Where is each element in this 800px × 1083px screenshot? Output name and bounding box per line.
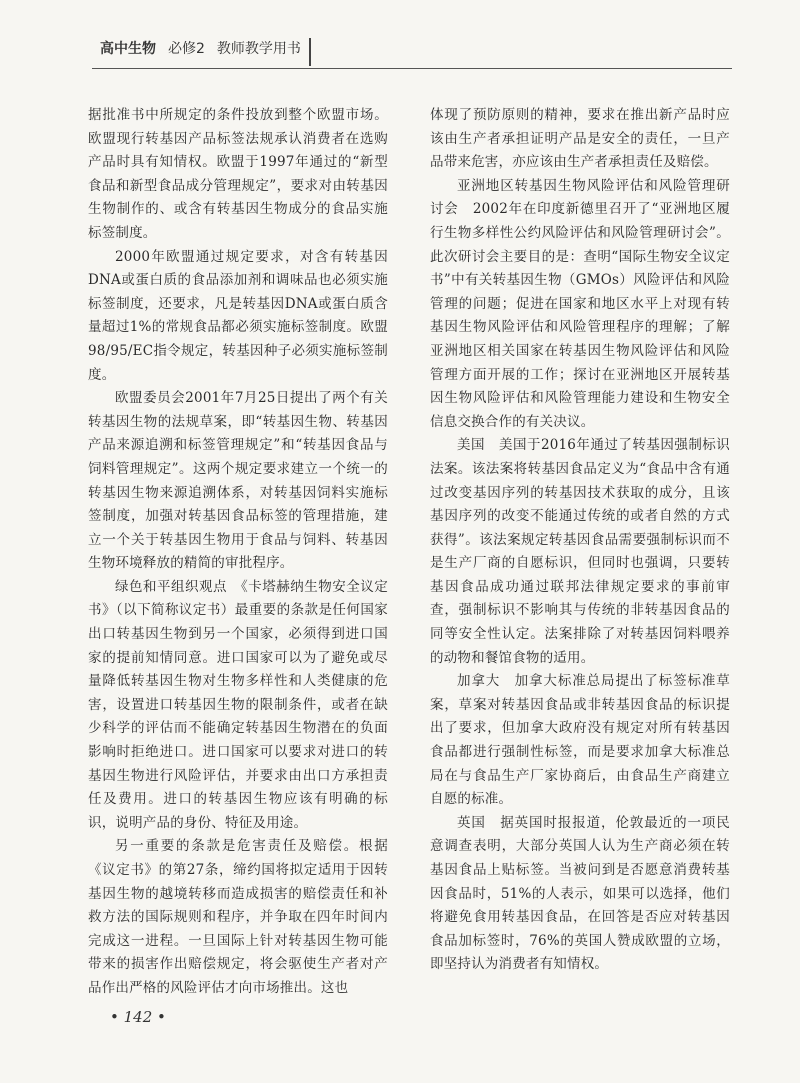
running-head	[100, 34, 301, 62]
paragraph: 亚洲地区转基因生物风险评估和风险管理研讨会 2002年在印度新德里召开了“亚洲地区履行生物多样性公约风险评估和风险管理研讨会”。此次研讨会主要目的是：查明“国际生物安全议定书”中有关转基因生物（GMOs）风险评估和风险管理的问题；促进在国家和地区水平上对现有转基因生物风险评估和风险管理程序的理解；了解亚洲地区相关国家在转基因生物风险评估和风险管理方面开展的工作；探讨在亚洲地区开展转基因生物风险评估和风险管理能力建设和生物安全信息交换合作的有关决议。	[430, 177, 730, 430]
paragraph: 加拿大 加拿大标准总局提出了标签标准草案，草案对转基因食品或非转基因食品的标识提出了要求，但加拿大政府没有规定对所有转基因食品都进行强制性标签，而是要求加拿大标准总局在与食品生产厂家协商后，由食品生产商建立自愿的标准。	[430, 673, 730, 808]
paragraph: 绿色和平组织观点 《卡塔赫纳生物安全议定书》（以下简称议定书）最重要的条款是任何国家出口转基因生物到另一个国家，必须得到进口国家的提前知情同意。进口国家可以为了避免或尽量降低转基因生物对生物多样性和人类健康的危害，设置进口转基因生物的限制条件，或者在缺少科学的评估而不能确定转基因生物潜在的负面影响时拒绝进口。进口国家可以要求对进口的转基因生物进行风险评估，并要求由出口方承担责任及费用。进口的转基因生物应该有明确的标识，说明产品的身份、特征及用途。	[88, 578, 388, 831]
paragraph: 2000年欧盟通过规定要求，对含有转基因DNA或蛋白质的食品添加剂和调味品也必须实施标签制度，还要求，凡是转基因DNA或蛋白质含量超过1%的常规食品都必须实施标签制度。欧盟98/95/EC指令规定，转基因种子必须实施标签制度。	[88, 248, 388, 383]
header-rule	[92, 68, 732, 69]
page-header	[92, 34, 732, 66]
header-divider	[309, 38, 311, 66]
paragraph: 美国 美国于2016年通过了转基因强制标识法案。该法案将转基因食品定义为“食品中含有通过改变基因序列的转基因技术获取的成分，且该基因序列的改变不能通过传统的或者自然的方式获得”。该法案规定转基因食品需要强制标识而不是生产厂商的自愿标识，但同时也强调，只要转基因食品成功通过联邦法律规定要求的事前审查，强制标识不影响其与传统的非转基因食品的同等安全性认定。法案排除了对转基因饲料喂养的动物和餐馆食物的适用。	[430, 437, 730, 666]
paragraph: 另一重要的条款是危害责任及赔偿。根据《议定书》的第27条，缔约国将拟定适用于因转基因生物的越境转移而造成损害的赔偿责任和补救方法的国际规则和程序，并争取在四年时间内完成这一进程。一旦国际上针对转基因生物可能带来的损害作出赔偿规定，将会驱使生产者对产品作出严格的风险评估才向市场推出。这也	[88, 838, 388, 996]
book-subtitle: 教师教学用书	[216, 41, 301, 57]
volume-label: 必修2	[168, 41, 205, 57]
body-columns	[88, 104, 730, 1004]
paragraph: 欧盟委员会2001年7月25日提出了两个有关转基因生物的法规草案，即“转基因生物、转基因产品来源追溯和标签管理规定”和“转基因食品与饲料管理规定”。这两个规定要求建立一个统一的转基因生物来源追溯体系，对转基因饲料实施标签制度，加强对转基因食品标签的管理措施，建立一个关于转基因生物用于食品与饲料、转基因生物环境释放的精简的审批程序。	[88, 390, 388, 572]
book-title: 高中生物	[100, 41, 156, 57]
paragraph: 据批准书中所规定的条件投放到整个欧盟市场。欧盟现行转基因产品标签法规承认消费者在选购产品时具有知情权。欧盟于1997年通过的“新型食品和新型食品成分管理规定”，要求对由转基因生物制作的、或含有转基因生物成分的食品实施标签制度。	[88, 107, 388, 241]
left-column	[88, 104, 388, 1001]
page-number: • 142 •	[110, 1008, 166, 1026]
right-column	[430, 104, 730, 977]
paragraph: 体现了预防原则的精神，要求在推出新产品时应该由生产者承担证明产品是安全的责任，一旦产品带来危害，亦应该由生产者承担责任及赔偿。	[430, 107, 730, 171]
paragraph: 英国 据英国时报报道，伦敦最近的一项民意调查表明，大部分英国人认为生产商必须在转基因食品上贴标签。当被问到是否愿意消费转基因食品时，51%的人表示，如果可以选择，他们将避免食用转基因食品，在回答是否应对转基因食品加标签时，76%的英国人赞成欧盟的立场，即坚持认为消费者有知情权。	[430, 814, 730, 973]
